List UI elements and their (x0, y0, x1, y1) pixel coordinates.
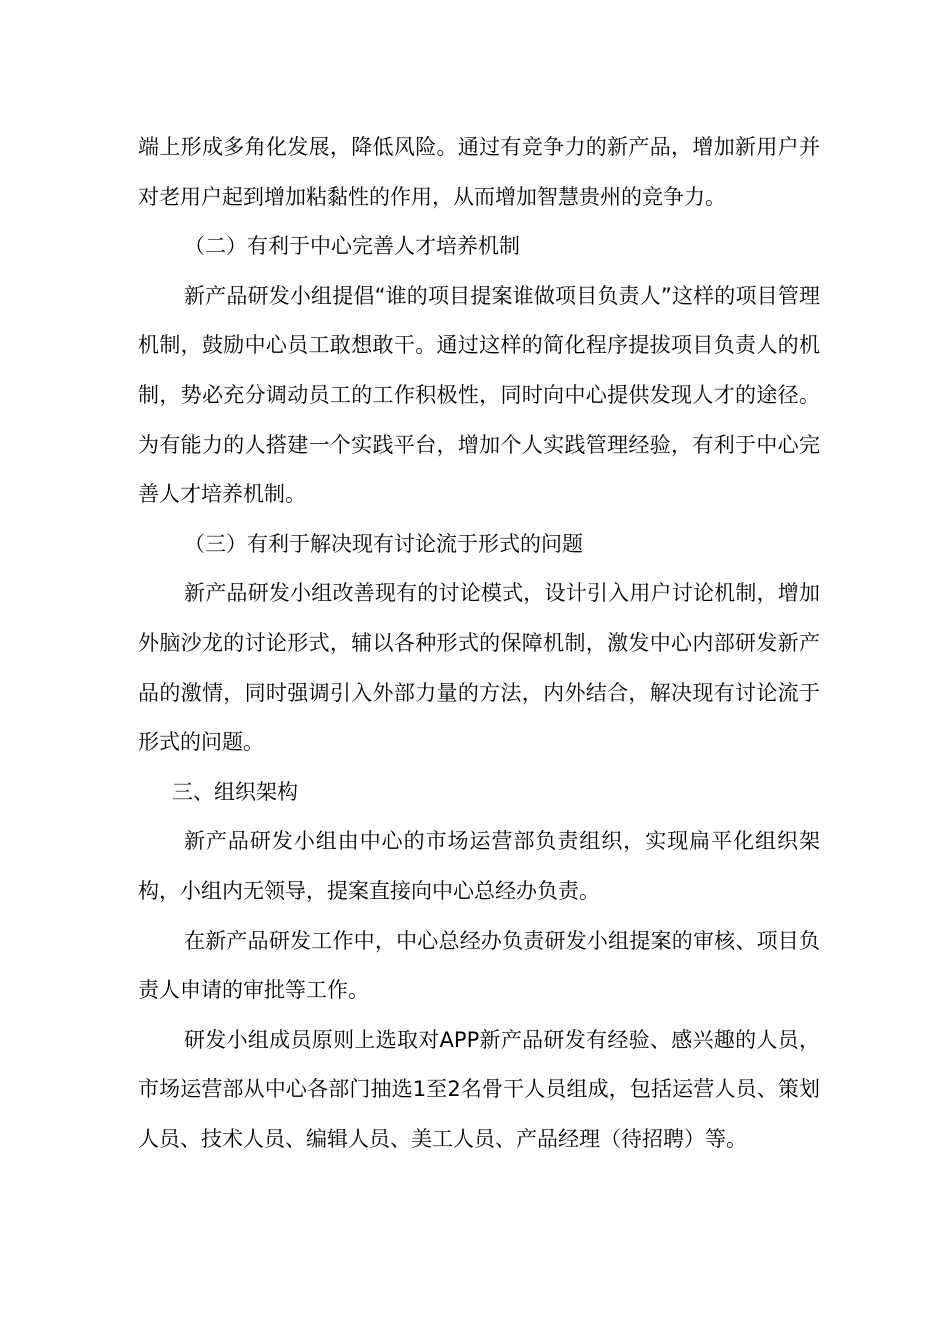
paragraph-talent-mechanism: 新产品研发小组提倡“谁的项目提案谁做项目负责人”这样的项目管理机制，鼓励中心员工敢想敢干。通过这样的简化程序提拔项目负责人的机制，势必充分调动员工的工作积极性，同时向中心提供发现人才的途径。为有能力的人搭建一个实践平台，增加个人实践管理经验，有利于中心完善人才培养机制。 (138, 283, 820, 507)
paragraph-continuation: 端上形成多角化发展，降低风险。通过有竞争力的新产品，增加新用户并对老用户起到增加粘黏性的作用，从而增加智慧贵州的竞争力。 (138, 135, 820, 209)
subheading-talent-mechanism: （二）有利于中心完善人才培养机制 (184, 234, 520, 259)
subheading-discussion-problem: （三）有利于解决现有讨论流于形式的问题 (184, 531, 583, 556)
paragraph-organization: 新产品研发小组由中心的市场运营部负责组织，实现扁平化组织架构，小组内无领导，提案直接向中心总经办负责。 (138, 829, 820, 903)
paragraph-members: 研发小组成员原则上选取对APP新产品研发有经验、感兴趣的人员，市场运营部从中心各部门抽选1至2名骨干人员组成，包括运营人员、策划人员、技术人员、编辑人员、美工人员、产品经理（待招聘）等。 (138, 1027, 820, 1151)
section-heading-organization: 三、组织架构 (172, 779, 298, 804)
paragraph-approval: 在新产品研发工作中，中心总经办负责研发小组提案的审核、项目负责人申请的审批等工作。 (138, 928, 820, 1003)
document-body (138, 123, 820, 1164)
paragraph-discussion-problem: 新产品研发小组改善现有的讨论模式，设计引入用户讨论机制，增加外脑沙龙的讨论形式，辅以各种形式的保障机制，激发中心内部研发新产品的激情，同时强调引入外部力量的方法，内外结合，解决现有讨论流于形式的问题。 (138, 581, 820, 755)
